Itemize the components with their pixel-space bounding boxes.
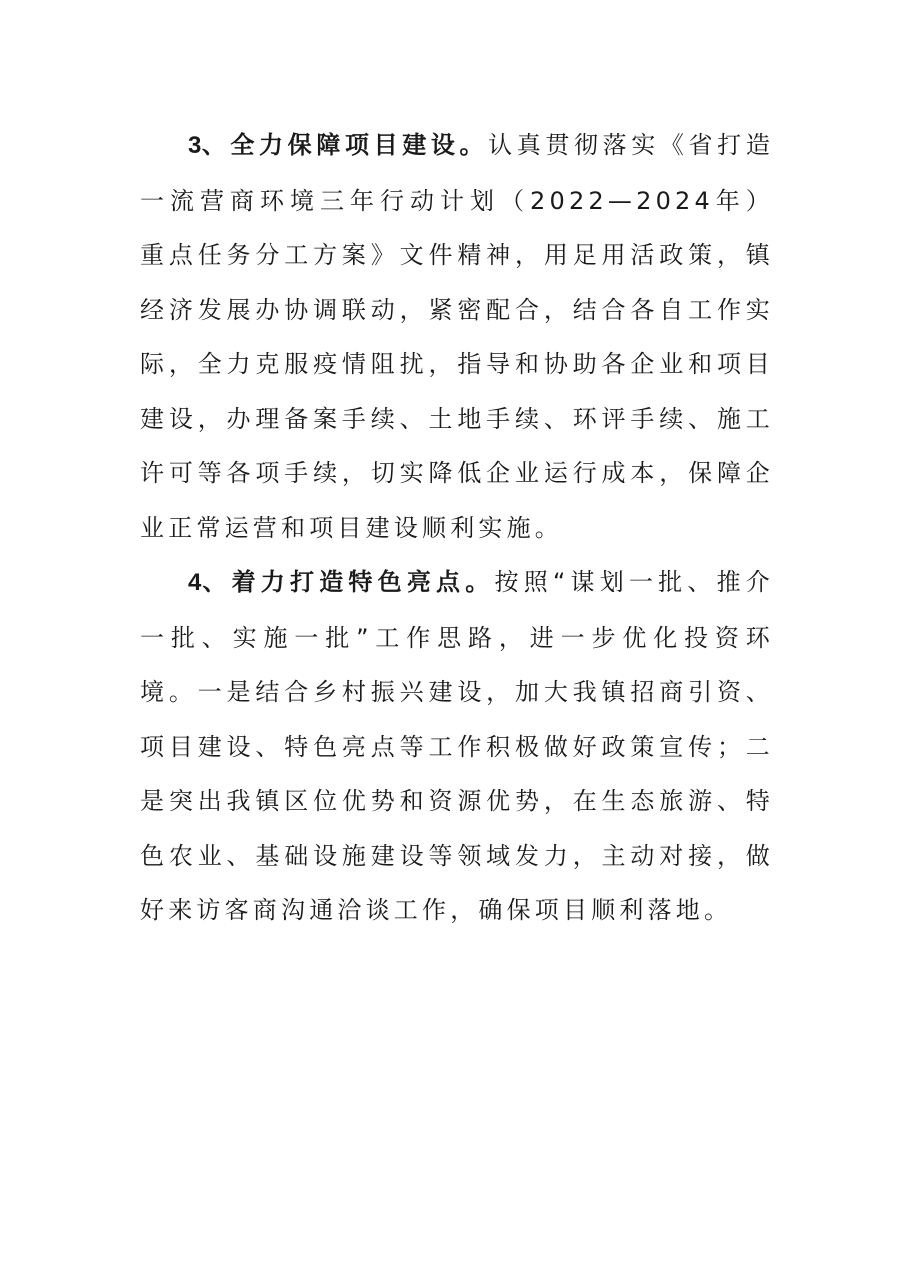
paragraph-heading: 、着力打造特色亮点。 — [201, 568, 495, 596]
paragraph-project-construction — [140, 118, 774, 555]
paragraph-number: 3 — [188, 132, 202, 159]
paragraph-text: 按照“谋划一批、推介一批、实施一批”工作思路，进一步优化投资环境。一是结合乡村振兴建设，加大我镇招商引资、项目建设、特色亮点等工作积极做好政策宣传；二是突出我镇区位优势和资源优势，在生态旅游、特色农业、基础设施建设等领域发力，主动对接，做好来访客商沟通洽谈工作，确保项目顺利落地。 — [140, 568, 775, 924]
document-body — [140, 118, 774, 938]
paragraph-text: 认真贯彻落实《省打造一流营商环境三年行动计划（2022—2024年）重点任务分工方案》文件精神，用足用活政策，镇经济发展办协调联动，紧密配合，结合各自工作实际，全力克服疫情阻扰，指导和协助各企业和项目建设，办理备案手续、土地手续、环评手续、施工许可等各项手续，切实降低企业运行成本，保障企业正常运营和项目建设顺利实施。 — [140, 131, 775, 542]
paragraph-heading: 、全力保障项目建设。 — [201, 131, 489, 159]
paragraph-number: 4 — [188, 569, 202, 596]
paragraph-featured-highlights — [140, 555, 774, 938]
